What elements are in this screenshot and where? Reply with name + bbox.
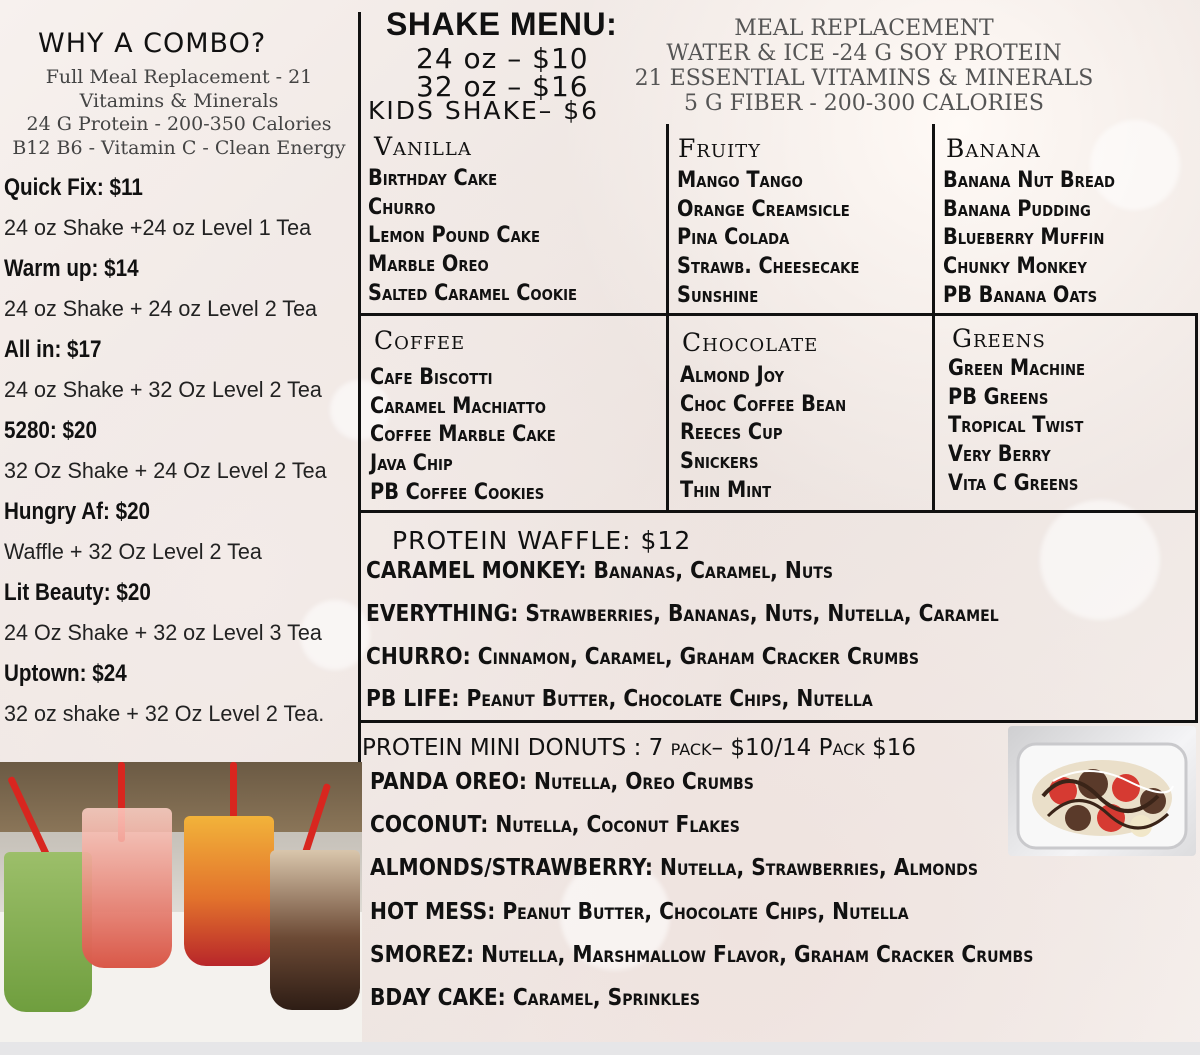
- meal-replacement-info: [630, 16, 1098, 116]
- flavor-list-fruity: [677, 167, 859, 311]
- flavor-item: Strawb. Cheesecake: [677, 254, 860, 280]
- combo-name: 5280: $20: [4, 417, 97, 444]
- combo-desc: 32 oz shake + 32 Oz Level 2 Tea.: [4, 701, 325, 726]
- right-border: [1195, 313, 1198, 723]
- donut-photo: [1008, 726, 1196, 856]
- flavor-item: Churro: [368, 194, 436, 220]
- donut-item: COCONUT: Nutella, Coconut Flakes: [370, 812, 740, 838]
- flavor-item: Thin Mint: [680, 477, 772, 503]
- flavor-item: Orange Creamsicle: [677, 196, 850, 222]
- category-vanilla: Vanilla: [374, 132, 472, 161]
- flavor-item: Chunky Monkey: [943, 254, 1087, 280]
- combo-desc: 24 oz Shake +24 oz Level 1 Tea: [4, 215, 312, 240]
- combo-desc: 24 oz Shake + 32 Oz Level 2 Tea: [4, 377, 322, 402]
- drinks-photo: [0, 762, 362, 1042]
- category-banana: Banana: [946, 134, 1041, 163]
- donut-title: PROTEIN MINI DONUTS : 7 pack– $10/14 Pack $16: [362, 735, 916, 761]
- combo-desc: 24 oz Shake + 24 oz Level 2 Tea: [4, 296, 318, 321]
- flavor-list-vanilla: [368, 165, 577, 309]
- combo-info: [0, 66, 358, 160]
- meal-info-line: 21 ESSENTIAL VITAMINS & MINERALS: [634, 66, 1094, 91]
- col-divider-1: [666, 124, 669, 510]
- shake-menu-title: SHAKE MENU:: [386, 6, 618, 42]
- donut-item: BDAY CAKE: Caramel, Sprinkles: [370, 985, 701, 1011]
- donut-tray-illustration: [1008, 726, 1196, 856]
- waffle-title: PROTEIN WAFFLE: $12: [392, 526, 692, 555]
- donut-item: SMOREZ: Nutella, Marshmallow Flavor, Graham Cracker Crumbs: [370, 942, 1034, 968]
- flavor-item: Almond Joy: [680, 363, 785, 388]
- flavor-item: Marble Oreo: [368, 252, 489, 278]
- flavor-item: Coffee Marble Cake: [370, 422, 556, 448]
- bokeh-light: [1040, 500, 1160, 620]
- combo-title: WHY A COMBO?: [38, 28, 267, 59]
- flavor-item: Banana Pudding: [943, 196, 1091, 222]
- waffle-item: PB LIFE: Peanut Butter, Chocolate Chips, Nutella: [366, 686, 873, 712]
- waffle-item: CARAMEL MONKEY: Bananas, Caramel, Nuts: [366, 558, 834, 584]
- flavor-item: Mango Tango: [677, 168, 803, 193]
- meal-info-line: WATER & ICE -24 G SOY PROTEIN: [666, 41, 1062, 66]
- flavor-item: Caramel Machiatto: [370, 393, 546, 419]
- combo-name: Lit Beauty: $20: [4, 579, 151, 606]
- combo-desc: 32 Oz Shake + 24 Oz Level 2 Tea: [4, 458, 327, 483]
- flavor-item: Banana Nut Bread: [943, 168, 1116, 193]
- flavor-item: Birthday Cake: [368, 166, 498, 191]
- flavor-list-chocolate: [680, 362, 846, 506]
- combo-name: Warm up: $14: [4, 255, 139, 282]
- flavor-item: Blueberry Muffin: [943, 225, 1105, 251]
- shake-price: 32 oz – $16: [416, 70, 589, 103]
- flavor-item: PB Coffee Cookies: [370, 479, 545, 505]
- combo-desc: 24 Oz Shake + 32 oz Level 3 Tea: [4, 620, 322, 645]
- combo-name: Uptown: $24: [4, 660, 127, 687]
- donut-item: PANDA OREO: Nutella, Oreo Crumbs: [370, 769, 754, 795]
- shake-price: 24 oz – $10: [416, 42, 589, 75]
- flavor-item: Pina Colada: [677, 225, 790, 251]
- row-divider: [358, 313, 1198, 316]
- combo-name: Hungry Af: $20: [4, 498, 151, 525]
- waffle-item: EVERYTHING: Strawberries, Bananas, Nuts, Nutella, Caramel: [366, 601, 999, 627]
- meal-info-line: MEAL REPLACEMENT: [734, 16, 994, 41]
- combo-info-line: Full Meal Replacement - 21: [45, 66, 313, 88]
- flavor-item: Java Chip: [370, 451, 453, 477]
- combo-name: All in: $17: [4, 336, 102, 363]
- flavor-item: Sunshine: [677, 282, 759, 308]
- flavor-list-banana: [943, 167, 1115, 311]
- flavor-item: PB Banana Oats: [943, 282, 1098, 308]
- flavor-list-coffee: [370, 364, 556, 508]
- waffle-divider-top: [358, 510, 1198, 513]
- flavor-item: PB Greens: [948, 384, 1049, 410]
- flavor-item: Green Machine: [948, 356, 1086, 381]
- flavor-item: Tropical Twist: [948, 413, 1084, 439]
- category-greens: Greens: [952, 324, 1046, 353]
- category-coffee: Coffee: [374, 326, 466, 355]
- donut-item: HOT MESS: Peanut Butter, Chocolate Chips, Nutella: [370, 899, 909, 925]
- meal-info-line: 5 G FIBER - 200-300 CALORIES: [684, 91, 1044, 116]
- flavor-item: Very Berry: [948, 442, 1051, 468]
- flavor-item: Snickers: [680, 449, 759, 475]
- flavor-item: Cafe Biscotti: [370, 365, 493, 390]
- donut-divider-top: [358, 720, 1198, 723]
- combo-info-line: 24 G Protein - 200-350 Calories: [26, 113, 332, 135]
- category-fruity: Fruity: [678, 134, 762, 163]
- bottom-strip: [0, 1042, 1200, 1055]
- flavor-item: Salted Caramel Cookie: [368, 280, 578, 306]
- category-chocolate: Chocolate: [682, 328, 819, 357]
- flavor-item: Reeces Cup: [680, 420, 783, 446]
- combo-info-line: Vitamins & Minerals: [79, 89, 279, 112]
- flavor-item: Lemon Pound Cake: [368, 223, 541, 249]
- kids-shake-price: KIDS SHAKE– $6: [368, 96, 600, 125]
- flavor-item: Choc Coffee Bean: [680, 391, 847, 417]
- combo-name: Quick Fix: $11: [4, 174, 143, 201]
- combo-info-line: B12 B6 - Vitamin C - Clean Energy: [12, 136, 346, 159]
- donut-item: ALMONDS/STRAWBERRY: Nutella, Strawberries, Almonds: [370, 855, 979, 881]
- col-divider-2: [932, 124, 935, 510]
- flavor-list-greens: [948, 355, 1085, 499]
- flavor-item: Vita C Greens: [948, 470, 1079, 496]
- combo-desc: Waffle + 32 Oz Level 2 Tea: [4, 539, 262, 564]
- waffle-item: CHURRO: Cinnamon, Caramel, Graham Cracker Crumbs: [366, 644, 920, 670]
